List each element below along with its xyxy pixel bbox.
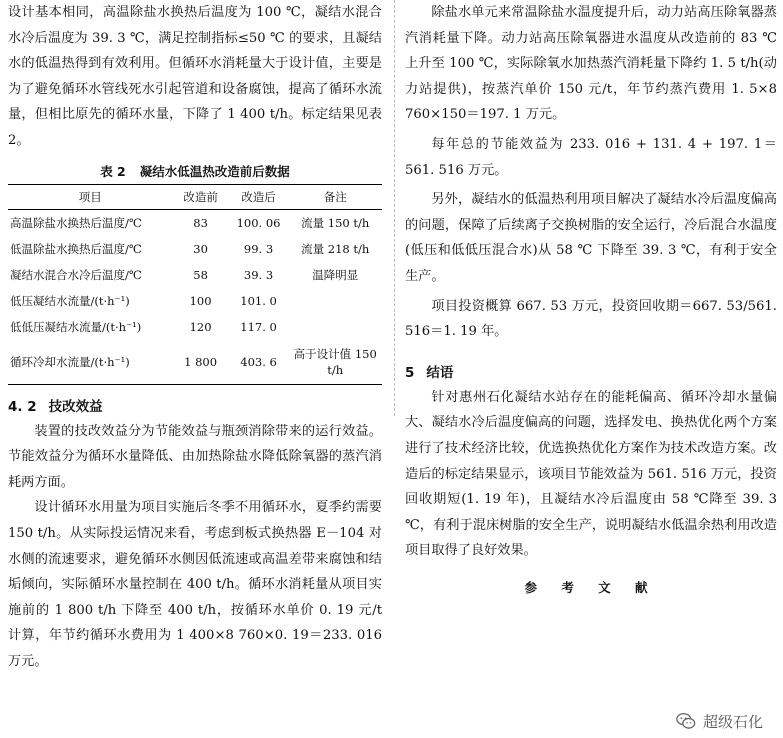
table-cell: 1 800 <box>184 354 218 369</box>
paragraph: 针对惠州石化凝结水站存在的能耗偏高、循环冷却水量偏大、凝结水冷后温度偏高的问题，选择发电、换热优化两个方案进行了技术经济比较，优选换热优化方案作为技术改造方案。改造后的标定结果显示，该项目节能效益为 561. 516 万元，投资回收期短(1. 19 年)，且凝结水冷后温度由 58 ℃降至 39. 3 ℃，有利于混床树脂的安全生产，说明凝结水低温余热利用改造项目取得了良好效果。 <box>405 389 777 559</box>
paragraph: 另外，凝结水的低温热利用项目解决了凝结水冷后温度偏高的问题，保障了后续离子交换树脂的安全运行，冷后混合水温度(低压和低低压混合水)从 58 ℃ 下降至 39. 3 ℃，有利于安全生产。 <box>405 192 777 284</box>
table-cell: 温降明显 <box>312 267 359 282</box>
section-heading-4-2 <box>8 395 382 415</box>
paragraph-continuation: 设计基本相同，高温除盐水换热后温度为 100 ℃，凝结水混合水冷后温度为 39. 3 ℃，满足控制指标≤50 ℃ 的要求，且凝结水的低温热得到有效利用。但循环水消耗量大于设计值，主要是为了避免循环水管线死水引起管道和设备腐蚀，提高了循环水流量，但相比原先的循环水量，下降了 1 400 t/h。标定结果见表 2。 <box>8 5 382 148</box>
wechat-icon <box>675 710 697 732</box>
table-row <box>8 340 382 385</box>
left-column <box>8 0 382 675</box>
table-cell: 117. 0 <box>240 319 277 334</box>
table-cell: 58 <box>193 267 208 282</box>
table-cell: 83 <box>193 215 208 230</box>
table-row <box>8 262 382 288</box>
table-cell: 低温除盐水换热后温度/℃ <box>10 241 142 256</box>
col-header-after: 改造后 <box>241 189 276 204</box>
paragraph: 设计循环水用量为项目实施后冬季不用循环水，夏季约需要 150 t/h。从实际投运情况来看，考虑到板式换热器 E－104 对水侧的流速要求，避免循环水侧因低流速或高温差带来腐蚀和结垢倾向，实际循环水量控制在 400 t/h。循环水消耗量从项目实施前的 1 800 t/h 下降至 400 t/h，按循环水单价 0. 19 元/t 计算，年节约循环水费用为 1 400×8 760×0. 19＝233. 016 万元。 <box>8 500 382 669</box>
section-number: 4. 2 <box>8 398 37 415</box>
table-cell: 高于设计值 150 t/h <box>293 346 377 377</box>
table-caption <box>8 162 382 180</box>
section-title: 结语 <box>426 364 454 381</box>
table-cell: 流量 150 t/h <box>301 215 370 230</box>
col-header-before: 改造前 <box>183 189 218 204</box>
section-number: 5 <box>405 364 415 381</box>
table-cell: 39. 3 <box>243 267 274 282</box>
table-cell: 循环冷却水流量/(t·h⁻¹) <box>10 354 130 369</box>
table-row <box>8 314 382 340</box>
table-cell: 100 <box>189 293 212 308</box>
table-cell: 凝结水混合水冷后温度/℃ <box>10 267 142 282</box>
paragraph: 装置的技改效益分为节能效益与瓶颈消除带来的运行效益。节能效益分为循环水量降低、由加热除盐水降低除氧器的蒸汽消耗两方面。 <box>8 423 382 490</box>
watermark <box>675 710 763 732</box>
section-heading-5 <box>405 361 777 381</box>
table-number: 表 2 <box>100 163 126 179</box>
table-cell: 99. 3 <box>243 241 274 256</box>
table-cell: 403. 6 <box>240 354 277 369</box>
column-divider <box>394 0 395 416</box>
data-table <box>8 184 382 385</box>
right-column <box>405 0 777 596</box>
table-cell: 30 <box>193 241 208 256</box>
paragraph: 除盐水单元来常温除盐水温度提升后，动力站高压除氧器蒸汽消耗量下降。动力站高压除氧器进水温度从改造前的 83 ℃ 上升至 100 ℃，实际除氧水加热蒸汽消耗量下降约 1. 5 t/h(动力站提供)，按蒸汽单价 150 元/t，年节约蒸汽费用 1. 5×8 760×150＝197. 1 万元。 <box>405 5 777 123</box>
table-cell: 120 <box>189 319 212 334</box>
table-caption-text: 凝结水低温热改造前后数据 <box>139 163 290 179</box>
table-row <box>8 288 382 314</box>
table-row <box>8 236 382 262</box>
table-cell <box>288 314 382 340</box>
table-cell: 低压凝结水流量/(t·h⁻¹) <box>10 293 130 308</box>
paragraph: 每年总的节能效益为 233. 016 + 131. 4 + 197. 1＝561. 516 万元。 <box>405 136 777 178</box>
table-cell: 流量 218 t/h <box>301 241 370 256</box>
table-cell: 100. 06 <box>236 215 281 230</box>
table-row <box>8 209 382 236</box>
table-cell: 低低压凝结水流量/(t·h⁻¹) <box>10 319 142 334</box>
col-header-note: 备注 <box>323 189 347 204</box>
table-cell <box>288 288 382 314</box>
watermark-text: 超级石化 <box>702 712 763 731</box>
table-header-row <box>8 184 382 209</box>
table-cell: 高温除盐水换热后温度/℃ <box>10 215 142 230</box>
paragraph: 项目投资概算 667. 53 万元，投资回收期＝667. 53/561. 516＝1. 19 年。 <box>405 298 777 340</box>
references-heading: 参 考 文 献 <box>524 579 658 595</box>
table-cell: 101. 0 <box>240 293 277 308</box>
section-title: 技改效益 <box>48 398 103 415</box>
col-header-item: 项目 <box>78 189 102 204</box>
